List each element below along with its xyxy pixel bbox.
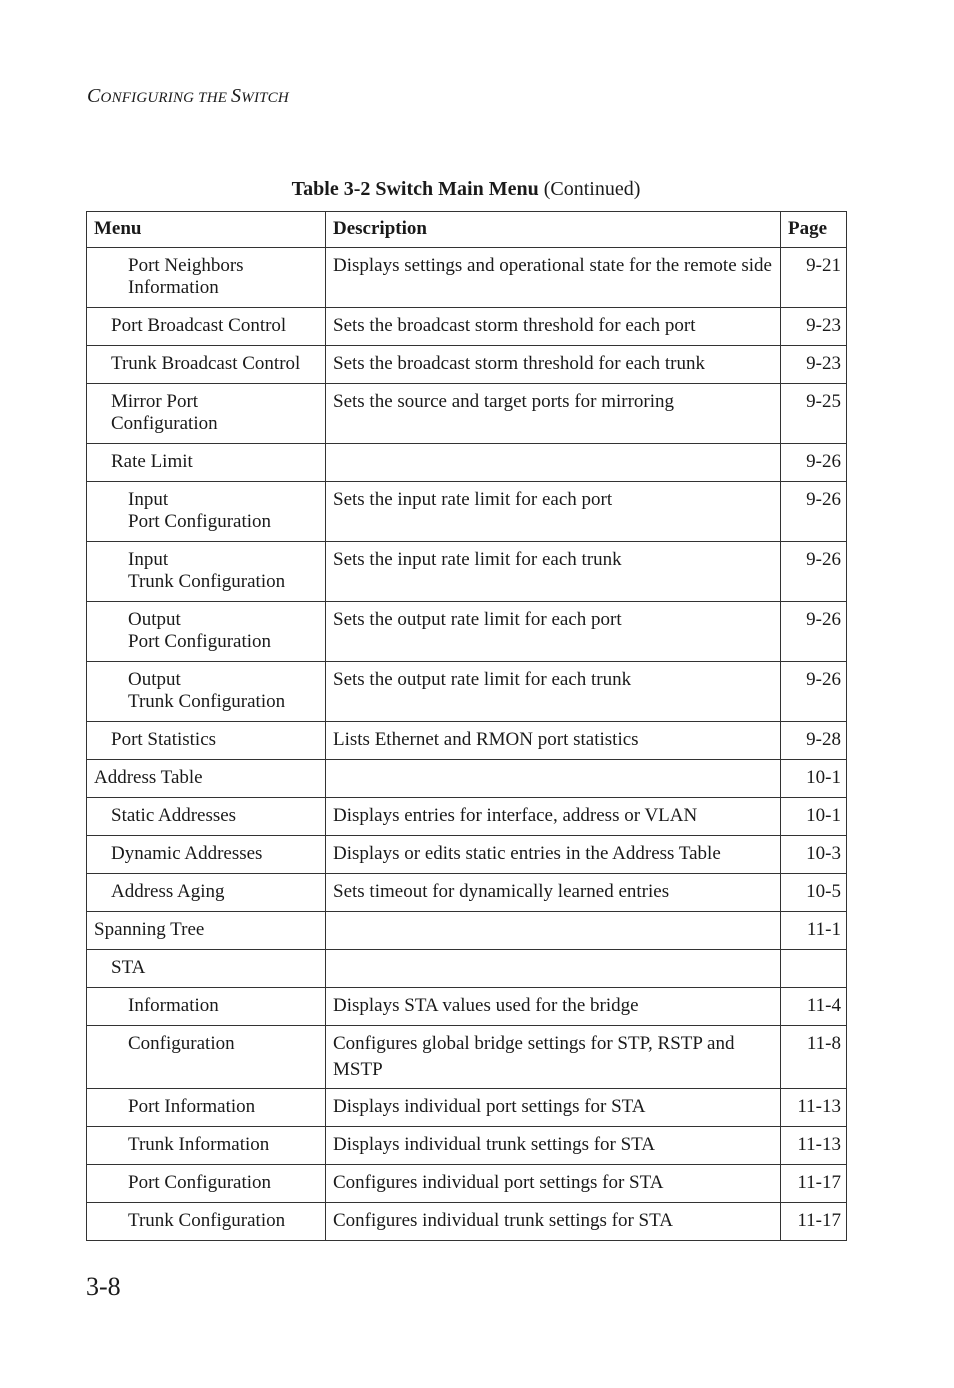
description-cell: Sets the source and target ports for mirroring bbox=[326, 384, 781, 444]
switch-main-menu-table bbox=[86, 211, 847, 1241]
table-caption-suffix: (Continued) bbox=[538, 178, 641, 200]
description-cell bbox=[326, 760, 781, 798]
running-head-rest-1: ONFIGURING THE bbox=[100, 90, 232, 106]
menu-cell bbox=[87, 662, 326, 722]
page-cell: 9-26 bbox=[781, 542, 847, 602]
description-cell: Displays STA values used for the bridge bbox=[326, 988, 781, 1026]
table-header-row bbox=[87, 212, 847, 248]
menu-cell bbox=[87, 542, 326, 602]
page-cell: 11-17 bbox=[781, 1203, 847, 1241]
menu-item-label: STA bbox=[111, 957, 146, 978]
page-cell: 9-25 bbox=[781, 384, 847, 444]
description-cell: Sets the output rate limit for each trunk bbox=[326, 662, 781, 722]
menu-cell bbox=[87, 1165, 326, 1203]
menu-item-label: Address Aging bbox=[111, 881, 225, 902]
page-cell: 11-8 bbox=[781, 1026, 847, 1089]
page-number: 3-8 bbox=[86, 1272, 121, 1301]
table-row bbox=[87, 1165, 847, 1203]
menu-item-label: Mirror Port Configuration bbox=[111, 391, 218, 434]
table-row bbox=[87, 384, 847, 444]
menu-item-label: Static Addresses bbox=[111, 805, 237, 826]
page-cell: 9-26 bbox=[781, 482, 847, 542]
page-cell: 11-1 bbox=[781, 912, 847, 950]
description-cell: Sets timeout for dynamically learned entries bbox=[326, 874, 781, 912]
description-cell: Sets the broadcast storm threshold for each trunk bbox=[326, 346, 781, 384]
menu-cell bbox=[87, 444, 326, 482]
table-caption bbox=[86, 178, 846, 201]
page-cell: 10-5 bbox=[781, 874, 847, 912]
menu-item-label: Port Configuration bbox=[128, 1172, 272, 1193]
header-menu: Menu bbox=[87, 212, 326, 248]
table-row bbox=[87, 1026, 847, 1089]
table-row bbox=[87, 988, 847, 1026]
menu-item-label: Trunk Broadcast Control bbox=[111, 353, 301, 374]
page-cell: 11-4 bbox=[781, 988, 847, 1026]
menu-cell bbox=[87, 248, 326, 308]
menu-item-label: Input Trunk Configuration bbox=[128, 549, 286, 592]
description-cell bbox=[326, 950, 781, 988]
page-cell: 10-3 bbox=[781, 836, 847, 874]
running-head-initial-1: C bbox=[87, 85, 101, 107]
table-row bbox=[87, 798, 847, 836]
menu-item-label: Input Port Configuration bbox=[128, 489, 272, 532]
menu-item-label: Output Port Configuration bbox=[128, 609, 272, 652]
table-row bbox=[87, 662, 847, 722]
menu-item-label: Port Broadcast Control bbox=[111, 315, 287, 336]
table-caption-label: Table 3-2 Switch Main Menu bbox=[291, 178, 539, 200]
running-head-initial-2: S bbox=[231, 85, 242, 107]
description-cell: Displays entries for interface, address or VLAN bbox=[326, 798, 781, 836]
description-cell: Sets the input rate limit for each port bbox=[326, 482, 781, 542]
menu-cell bbox=[87, 1026, 326, 1089]
table-row bbox=[87, 1127, 847, 1165]
menu-cell bbox=[87, 482, 326, 542]
table-row bbox=[87, 1203, 847, 1241]
description-cell bbox=[326, 912, 781, 950]
menu-item-label: Rate Limit bbox=[111, 451, 193, 472]
menu-item-label: Configuration bbox=[128, 1033, 235, 1054]
menu-cell bbox=[87, 346, 326, 384]
description-cell: Displays individual trunk settings for STA bbox=[326, 1127, 781, 1165]
description-cell: Sets the input rate limit for each trunk bbox=[326, 542, 781, 602]
table-row bbox=[87, 722, 847, 760]
description-cell: Sets the output rate limit for each port bbox=[326, 602, 781, 662]
menu-cell bbox=[87, 384, 326, 444]
menu-cell bbox=[87, 308, 326, 346]
menu-cell bbox=[87, 602, 326, 662]
description-cell: Displays individual port settings for STA bbox=[326, 1089, 781, 1127]
menu-cell bbox=[87, 836, 326, 874]
menu-cell bbox=[87, 912, 326, 950]
menu-item-label: Address Table bbox=[94, 767, 203, 788]
menu-item-label: Trunk Information bbox=[128, 1134, 270, 1155]
page-cell: 9-23 bbox=[781, 346, 847, 384]
menu-item-label: Port Statistics bbox=[111, 729, 217, 750]
table-row bbox=[87, 248, 847, 308]
description-cell: Lists Ethernet and RMON port statistics bbox=[326, 722, 781, 760]
description-cell: Sets the broadcast storm threshold for each port bbox=[326, 308, 781, 346]
description-cell: Configures global bridge settings for STP, RSTP and MSTP bbox=[326, 1026, 781, 1089]
header-description: Description bbox=[326, 212, 781, 248]
menu-cell bbox=[87, 722, 326, 760]
page-cell: 9-26 bbox=[781, 662, 847, 722]
page-cell: 10-1 bbox=[781, 760, 847, 798]
menu-cell bbox=[87, 760, 326, 798]
description-cell: Configures individual port settings for STA bbox=[326, 1165, 781, 1203]
page-cell: 9-21 bbox=[781, 248, 847, 308]
page-cell bbox=[781, 950, 847, 988]
menu-item-label: Port Neighbors Information bbox=[128, 255, 244, 298]
page-cell: 11-17 bbox=[781, 1165, 847, 1203]
menu-item-label: Port Information bbox=[128, 1096, 256, 1117]
description-cell bbox=[326, 444, 781, 482]
menu-cell bbox=[87, 950, 326, 988]
page-cell: 11-13 bbox=[781, 1127, 847, 1165]
page-cell: 9-23 bbox=[781, 308, 847, 346]
table-row bbox=[87, 542, 847, 602]
menu-cell bbox=[87, 874, 326, 912]
page-cell: 11-13 bbox=[781, 1089, 847, 1127]
table-body bbox=[87, 248, 847, 1241]
table-row bbox=[87, 602, 847, 662]
table-row bbox=[87, 346, 847, 384]
menu-cell bbox=[87, 1089, 326, 1127]
table-row bbox=[87, 1089, 847, 1127]
running-head bbox=[87, 85, 289, 108]
menu-item-label: Trunk Configuration bbox=[128, 1210, 286, 1231]
description-cell: Displays settings and operational state for the remote side bbox=[326, 248, 781, 308]
menu-item-label: Spanning Tree bbox=[94, 919, 205, 940]
menu-cell bbox=[87, 1127, 326, 1165]
header-page: Page bbox=[781, 212, 847, 248]
table-row bbox=[87, 874, 847, 912]
table-row bbox=[87, 950, 847, 988]
page-cell: 9-28 bbox=[781, 722, 847, 760]
description-cell: Configures individual trunk settings for STA bbox=[326, 1203, 781, 1241]
page-cell: 9-26 bbox=[781, 602, 847, 662]
description-cell: Displays or edits static entries in the Address Table bbox=[326, 836, 781, 874]
page-cell: 9-26 bbox=[781, 444, 847, 482]
page-cell: 10-1 bbox=[781, 798, 847, 836]
running-head-rest-2: WITCH bbox=[241, 90, 289, 106]
table-row bbox=[87, 308, 847, 346]
table-row bbox=[87, 836, 847, 874]
menu-cell bbox=[87, 988, 326, 1026]
menu-item-label: Output Trunk Configuration bbox=[128, 669, 286, 712]
table-row bbox=[87, 444, 847, 482]
menu-item-label: Information bbox=[128, 995, 219, 1016]
table-row bbox=[87, 912, 847, 950]
menu-cell bbox=[87, 1203, 326, 1241]
menu-item-label: Dynamic Addresses bbox=[111, 843, 263, 864]
table-row bbox=[87, 760, 847, 798]
table-row bbox=[87, 482, 847, 542]
menu-cell bbox=[87, 798, 326, 836]
